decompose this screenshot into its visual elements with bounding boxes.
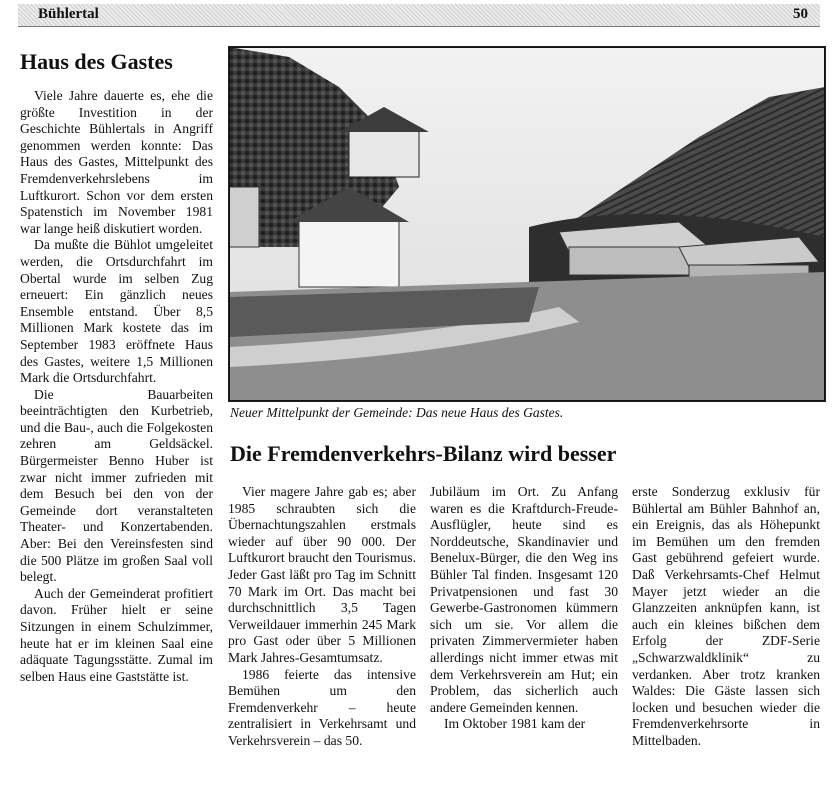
main-headline: Die Fremdenverkehrs-Bilanz wird besser [230,441,617,466]
paragraph: 1986 feierte das intensive Bemühen um den Fremdenverkehr – heute zentralisiert in Verkehrsamt und Verkehrsverein – das 50. [228,666,416,748]
left-article-body [20,88,213,685]
paragraph: Vier magere Jahre gab es; aber 1985 schraubten sich die Übernachtungszahlen erstmals wieder auf über 90 000. Der Luftkurort braucht den Tourismus. Jeder Gast läßt pro Tag im Schnitt 70 Mark im Ort. Das macht bei durchschnittlich 3,5 Tagen Verweildauer immerhin 245 Mark pro Gast oder über 5 Millionen Mark Jahres-Gesamtumsatz. [228,484,416,665]
paragraph: Im Oktober 1981 kam der [444,716,586,732]
photo-caption: Neuer Mittelpunkt der Gemeinde: Das neue Haus des Gastes. [230,405,564,420]
article-column-2 [430,484,618,733]
paragraph: erste Sonderzug exklusiv für Bühlertal am Bühler Bahnhof an, ein Ereignis, das als Höhepunkt im Bemühen um den fremden Gast gebührend gefeiert wurde. Daß Verkehrsamts-Chef Helmut Mayer jetzt wieder an die Glanzzeiten anknüpfen kann, ist auch ein kleines bißchen dem Erfolg der ZDF-Serie „Schwarzwaldklinik“ zu verdanken. Aber trotz kranken Waldes: Die Gäste lassen sich locken und besuchen wieder die Fremdenverkehrsorte in Mittelbaden. [632,484,820,748]
paragraph: Jubiläum im Ort. Zu Anfang waren es die Kraftdurch-Freude-Ausflügler, heute sind es Norddeutsche, Skandinavier und Benelux-Bürger, die den Weg ins Bühler Tal finden. Insgesamt 120 Privatpensionen und fast 30 Gewerbe-Gastronomen kümmern sich um sie. Vor allem die privaten Zimmervermieter haben allerdings nicht immer etwas mit dem Verkehrsverein am Hut; ein Problem, das sicherlich auch andere Gemeinden kennen. [430,484,618,715]
paragraph: Da mußte die Bühlot umgeleitet werden, die Ortsdurchfahrt im Obertal wurde im selben Zug erneuert: Ein gänzlich neues Ensemble entstand. Über 8,5 Millionen Mark kostete das im September 1983 eröffnete Haus des Gastes, weitere 1,5 Millionen Mark die Ortsdurchfahrt. [20,237,213,386]
left-article-title: Haus des Gastes [20,49,173,74]
article-column-3 [632,484,820,750]
left-article [20,50,213,685]
section-title: Bühlertal [38,6,99,22]
page-number: 50 [793,6,808,22]
paragraph: Viele Jahre dauerte es, ehe die größte Investition in der Geschichte Bühlertals in Angriff genommen werden konnte: Das Haus des Gastes, Mittelpunkt des Fremdenverkehrslebens im Luftkurort. Schon vor dem ersten Spatenstich im November 1981 war lange heiß diskutiert worden. [20,88,213,236]
article-column-1 [228,484,416,750]
paragraph: Auch der Gemeinderat profitiert davon. Früher hielt er seine Sitzungen in einem Schulzimmer, heute hat er im kleinen Saal eine adäquate Tagungsstätte. Zumal im selben Haus eine Gaststätte ist. [20,585,213,684]
paragraph: Die Bauarbeiten beeinträchtigten den Kurbetrieb, und die Bau-, auch die Folgekosten zehren am Geldsäckel. Bürgermeister Benno Huber ist zwar nicht immer zufrieden mit dem Besuch bei den von der Gemeinde dort veranstalteten Theater- und Konzertabenden. Aber: Bei den Vereinsfesten sind die 500 Plätze im großen Saal voll belegt. [20,386,213,585]
town-photo [228,46,826,402]
page-header [18,4,820,27]
